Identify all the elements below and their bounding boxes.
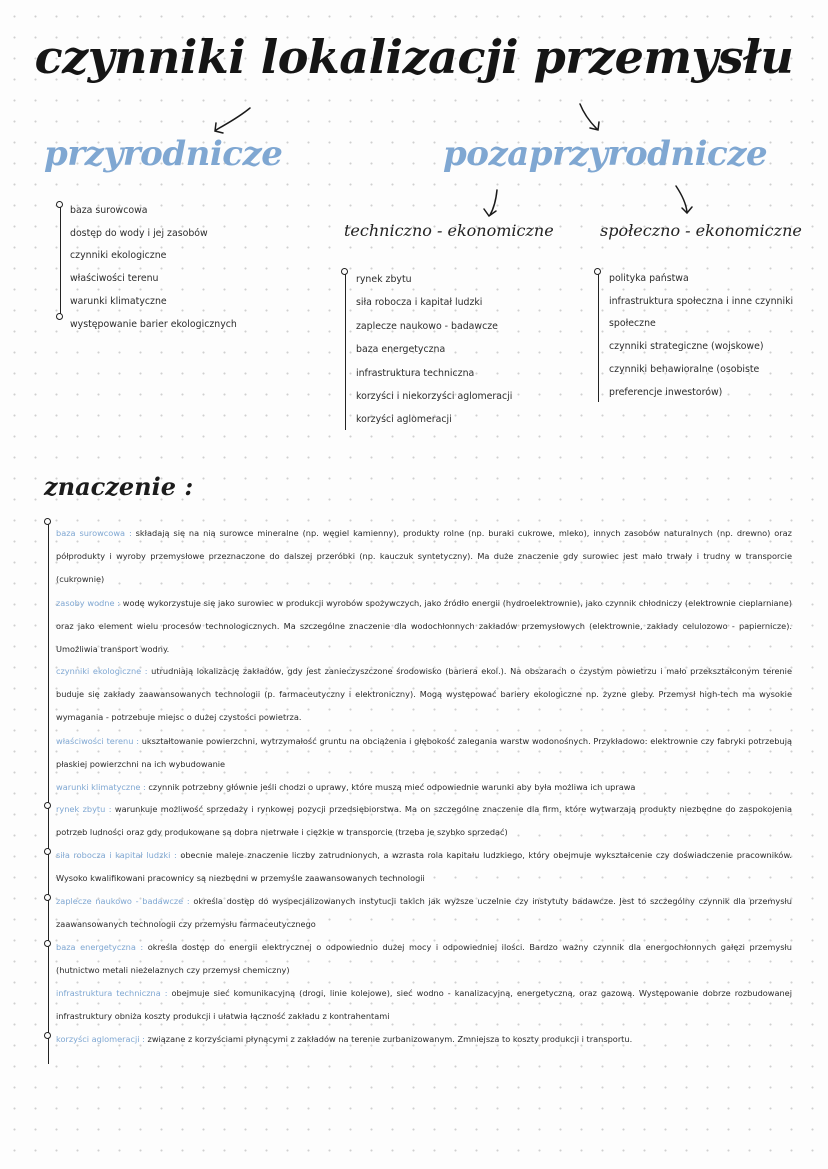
entry-term: rynek zbytu : — [56, 804, 112, 814]
list-item: zaplecze naukowo - badawcze — [356, 320, 498, 332]
entries-dot — [44, 1032, 51, 1039]
entry-text: określa dostęp do energii elektrycznej o odpowiednio dużej mocy i odpowiedniej ilości. Bardzo ważny czynnik dla energochłonnych gałęzi przemysłu (hutnictwo metali nieżelaznych czy przemysł chemiczny) — [56, 942, 792, 976]
list-item: korzyści i niekorzyści aglomeracji — [356, 391, 513, 403]
entries-dot — [44, 802, 51, 809]
section-heading: znaczenie : — [44, 472, 194, 501]
list-item: czynniki ekologiczne — [70, 250, 167, 262]
entry-text: utrudniają lokalizację zakładów, gdy jest zanieczyszczone środowisko (bariera ekol.). Na obszarach o czystym powietrzu i mało przekształconym terenie buduje się zakłady zaawansowanych technologii (p. farmaceutyczny i elektroniczny). Mogą występować bariery ekologiczne np. żyzne gleby. Przemysł high-tech ma wysokie wymagania - potrzebuje miejsc o dużej czystości powietrza. — [56, 666, 792, 723]
list-item: infrastruktura techniczna — [356, 367, 475, 379]
technical-heading: techniczno - ekonomiczne — [344, 221, 554, 240]
entries-line — [48, 522, 49, 1064]
entry-text: ukształtowanie powierzchni, wytrzymałość gruntu na obciążenia i głębokość zalegania warstw wodonośnych. Przykładowo: elektrownie czy fabryki potrzebują płaskiej powierzchni na ich wybudowanie — [56, 736, 792, 770]
entries-dot — [44, 894, 51, 901]
entry-text: warunkuje możliwość sprzedaży i rynkowej pozycji przedsiębiorstwa. Ma on szczególne znaczenie dla firm, które wytwarzają produkty niezbędne do zaspokojenia potrzeb ludności oraz gdy produkowane są dobra nietrwałe i ciężkie w transporcie (trzeba je szybko sprzedać) — [56, 804, 792, 838]
entry-sila-robocza — [56, 844, 792, 890]
entries-dot-top — [44, 518, 51, 525]
entry-korzysci-aglomeracji — [56, 1028, 792, 1051]
entry-term: korzyści aglomeracji : — [56, 1034, 145, 1044]
list-item: baza surowcowa — [70, 205, 148, 216]
list-item: występowanie barier ekologicznych — [70, 318, 237, 330]
entry-czynniki-ekologiczne — [56, 660, 792, 730]
entry-term: warunki klimatyczne : — [56, 782, 146, 792]
entry-text: wodę wykorzystuje się jako surowiec w produkcji wyrobów spożywczych, jako źródło energii (hydroelektrownie), jako czynnik chłodniczy (elektrownie cieplarniane) oraz jako element wielu procesów technologicznych. Ma szczególne znaczenie dla wodochłonnych zakładów przemysłowych (elektrownie, zakłady celulozowo - papiernicze). Umożliwia transport wodny. — [56, 598, 792, 655]
list-item: warunki klimatyczne — [70, 295, 167, 307]
entry-text: obejmuje sieć komunikacyjną (drogi, linie kolejowe), sieć wodno - kanalizacyjną, energetyczną, oraz gazową. Występowanie dobrze rozbudowanej infrastruktury obniża koszty produkcji i ułatwia łączność zakładu z kontrahentami — [56, 988, 792, 1022]
entry-text: składają się na nią surowce mineralne (np. węgiel kamienny), produkty rolne (np. buraki cukrowe, mleko), innych zasobów naturalnych (np. drewno) oraz półprodukty i wyroby przemysłowe przeznaczone do dalszej przeróbki (np. kauczuk syntetyczny). Ma duże znaczenie gdy surowiec jest mało trwały i trudny w transporcie (cukrownie) — [56, 528, 792, 585]
entry-baza-surowcowa — [56, 522, 792, 592]
list-item: polityka państwa — [609, 273, 689, 284]
entry-term: infrastruktura techniczna : — [56, 988, 168, 998]
list-item: siła robocza i kapitał ludzki — [356, 297, 483, 309]
list-item: czynniki behawioralne (osobiste preferencje inwestorów) — [609, 363, 760, 398]
list-item: czynniki strategiczne (wojskowe) — [609, 341, 764, 353]
entry-zasoby-wodne — [56, 592, 792, 662]
arrow-to-technical-head — [484, 209, 496, 216]
arrow-to-nonnatural — [580, 104, 597, 129]
entries-dot — [44, 940, 51, 947]
entry-term: siła robocza i kapitał ludzki : — [56, 850, 177, 860]
list-item: infrastruktura społeczna i inne czynniki społeczne — [609, 295, 794, 330]
entry-text: obecnie maleje znaczenie liczby zatrudnionych, a wzrasta rola kapitału ludzkiego, który obejmuje wykształcenie czy doświadczenie pracowników. Wysoko kwalifikowani pracownicy są niezbędni w przemyśle zaawansowanych technologii — [56, 850, 792, 884]
entry-term: zaplecze naukowo - badawcze : — [56, 896, 190, 906]
list-item: korzyści aglomeracji — [356, 414, 452, 426]
list-item: rynek zbytu — [356, 274, 412, 285]
entry-text: określa dostęp do wyspecjalizowanych instytucji takich jak wyższe uczelnie czy instytuty badawcze. Jest to szczególny czynnik dla przemysłu zaawansowanych technologii czy przemysłu farmaceutycznego — [56, 896, 792, 930]
entry-wlasciwosci-terenu — [56, 730, 792, 776]
social-list — [599, 268, 805, 404]
list-item: dostęp do wody i jej zasobów — [70, 227, 208, 239]
entries-dot — [44, 848, 51, 855]
entry-term: czynniki ekologiczne : — [56, 666, 148, 676]
entry-term: baza surowcowa : — [56, 528, 132, 538]
social-heading: społeczno - ekonomiczne — [600, 221, 802, 240]
entry-warunki-klimatyczne — [56, 776, 792, 799]
entry-term: właściwości terenu : — [56, 736, 139, 746]
entry-rynek-zbytu — [56, 798, 792, 844]
entry-text: czynnik potrzebny głównie jeśli chodzi o uprawy, które muszą mieć odpowiednie warunki aby była możliwa ich uprawa — [145, 782, 636, 792]
entry-term: zasoby wodne : — [56, 598, 121, 608]
arrow-to-natural — [216, 108, 250, 130]
list-item: właściwości terenu — [70, 273, 159, 285]
nonnatural-heading: pozaprzyrodnicze — [443, 134, 768, 174]
entry-zaplecze-naukowo-badawcze — [56, 890, 792, 936]
natural-heading: przyrodnicze — [44, 134, 283, 174]
entry-baza-energetyczna — [56, 936, 792, 982]
entry-term: baza energetyczna : — [56, 942, 144, 952]
natural-list — [60, 200, 237, 336]
entry-infrastruktura-techniczna — [56, 982, 792, 1028]
page-title: czynniki lokalizacji przemysłu — [34, 30, 794, 84]
list-item: baza energetyczna — [356, 344, 446, 356]
technical-list — [346, 268, 512, 432]
entry-text: związane z korzyściami płynącymi z zakładów na terenie zurbanizowanym. Zmniejsza to koszty produkcji i transportu. — [144, 1034, 633, 1044]
